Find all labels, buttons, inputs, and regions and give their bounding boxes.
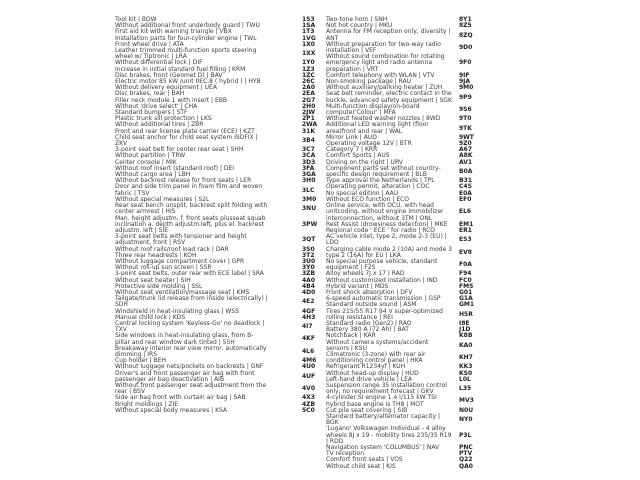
option-description: Rear seat bench unsplit, backrest split folding with center armrest | HIS bbox=[115, 202, 268, 216]
option-description: Mirror Link | AUD bbox=[326, 133, 377, 141]
option-description: Standard radio (Gen2) | RAO bbox=[326, 319, 412, 327]
option-entry bbox=[326, 234, 476, 246]
option-entry bbox=[326, 464, 476, 470]
option-description: Regional code ' ECE ' for radio | RCO bbox=[326, 226, 436, 234]
option-description: Without luggage compartment cover | GPR bbox=[115, 257, 245, 265]
option-code: GM1 bbox=[459, 301, 475, 309]
option-code: 1Y0 bbox=[302, 59, 315, 67]
option-entry bbox=[115, 296, 321, 308]
option-code: 26C bbox=[302, 78, 315, 86]
option-code: 3S0 bbox=[302, 245, 315, 253]
option-description: Type approval the Netherlands | TPL bbox=[326, 177, 435, 185]
option-code: F94 bbox=[459, 270, 472, 278]
option-description: Multi-function display/on-board computer'Colour' | MFA bbox=[326, 102, 420, 117]
option-code: FC0 bbox=[459, 276, 472, 284]
option-code: EM1 bbox=[459, 220, 474, 228]
option-description: Windshield in heat-insulating glass | WSS bbox=[115, 307, 239, 315]
option-code: 3NU bbox=[302, 205, 317, 213]
option-description: Disc brakes, rear | BAH bbox=[115, 90, 185, 98]
option-code: QA0 bbox=[459, 462, 473, 470]
option-description: 6-speed automatic transmission | GSP bbox=[326, 295, 441, 303]
option-code: P3L bbox=[459, 431, 472, 439]
option-code: 9TK bbox=[459, 124, 472, 132]
option-code: KK3 bbox=[459, 363, 473, 371]
option-description: 4-cylinder SI engine 1.4 l/115 kW TSI hybrid base engine is TH8 | MOT bbox=[326, 394, 437, 408]
option-code: EL6 bbox=[459, 208, 472, 216]
option-description: Without roof rails/roof load rack | DAR bbox=[115, 245, 229, 253]
option-description: Bright moldings | ZIE bbox=[115, 400, 179, 408]
option-description: Protective side molding | SSL bbox=[115, 282, 203, 290]
option-description: Non-smoking package | RAU bbox=[326, 78, 412, 86]
option-description: Suspension range 35 installation control only, no requirement forecast | GKV bbox=[326, 381, 447, 396]
option-code: 9T0 bbox=[459, 115, 472, 123]
option-description: Without camera systems/accident sensors | KSU bbox=[326, 338, 429, 352]
option-description: First aid kit with warning triangle | VBX bbox=[115, 28, 232, 36]
option-description: Electric motor 85 kW /unit 0EC.8 ( hybrid ) | HYB bbox=[115, 78, 261, 86]
option-description: Charging cable mode 2 (10A) and mode 3 type 2 (16A) for EU | LKA bbox=[326, 245, 452, 259]
option-code: E0A bbox=[459, 189, 472, 197]
option-description: Without seat ventilation/massage seat | KMS bbox=[115, 288, 250, 296]
option-code: 9F0 bbox=[459, 59, 472, 67]
option-description: Without special measures | S2L bbox=[115, 195, 210, 203]
option-description: Without delivery equipment | UEA bbox=[115, 84, 217, 92]
option-code: ER1 bbox=[459, 226, 472, 234]
option-description: Installation parts for four-cylinder engine | TWL bbox=[115, 34, 257, 42]
option-description: Center console | MIK bbox=[115, 158, 177, 166]
option-description: AC vehicle inlet, type 2, mode 2-3 (EU) | LDO bbox=[326, 233, 447, 247]
option-description: Antenna for FM reception only, diversity | ANT bbox=[326, 28, 451, 42]
option-code: NY0 bbox=[459, 416, 473, 424]
option-code: 1XX bbox=[302, 50, 316, 58]
option-code: K8B bbox=[459, 332, 473, 340]
option-code: 3D3 bbox=[302, 158, 316, 166]
option-code: L35 bbox=[459, 385, 472, 393]
option-code: 2G7 bbox=[302, 96, 316, 104]
option-code: 3PW bbox=[302, 220, 318, 228]
option-entry bbox=[115, 408, 321, 414]
option-description: Without special body measures | KSA bbox=[115, 406, 228, 414]
option-description: 3-point seat belt for center rear seat | SHH bbox=[115, 146, 244, 154]
options-column-left bbox=[115, 17, 321, 414]
option-code: L0L bbox=[459, 375, 471, 383]
option-code: KA0 bbox=[459, 341, 473, 349]
option-description: Driving on the right | URV bbox=[326, 158, 403, 166]
option-description: Standard battery/alternator capacity | BGK bbox=[326, 413, 441, 427]
option-entry bbox=[326, 203, 476, 222]
option-description: Additional LED warning light (floor area)front and rear | WAL bbox=[326, 121, 429, 135]
option-code: 9Z0 bbox=[459, 140, 472, 148]
option-code: 4U0 bbox=[302, 363, 316, 371]
option-code: 2EA bbox=[302, 90, 315, 98]
option-description: Notchback | KAR bbox=[326, 332, 376, 340]
option-description: Front and rear license plate carrier (ECE) | KZT bbox=[115, 127, 255, 135]
option-description: Tool kit | BOW bbox=[115, 16, 157, 23]
option-code: 4D0 bbox=[302, 288, 316, 296]
option-description: Operating voltage 12V | BTR bbox=[326, 140, 412, 148]
option-description: Without child seat | KIS bbox=[326, 462, 396, 470]
option-code: F0A bbox=[459, 261, 472, 269]
option-description: Front wheel drive | ATA bbox=[115, 40, 184, 48]
option-code: 3FA bbox=[302, 164, 315, 172]
option-code: N0U bbox=[459, 406, 474, 414]
option-code: 3Y0 bbox=[302, 264, 315, 272]
options-column-right bbox=[326, 17, 476, 470]
option-description: Rest Assist (drowsiness detection) | MKE bbox=[326, 220, 448, 228]
option-description: Without head-up display | HUD bbox=[326, 369, 419, 377]
option-code: 1Z3 bbox=[302, 65, 315, 73]
option-description: Front shock absorption | DFV bbox=[326, 288, 413, 296]
option-code: A8K bbox=[459, 152, 473, 160]
option-code: 4KF bbox=[302, 335, 315, 343]
option-code: 9IF bbox=[459, 71, 470, 79]
option-description: Man. height adjustm. f. front seats plusseat squab inclination a. depth adjustm.left, plus el. backrest adjustm. left | SIE bbox=[115, 214, 266, 234]
option-description: Left-hand drive vehicle | LEA bbox=[326, 375, 412, 383]
option-code: PTV bbox=[459, 450, 473, 458]
option-code: J1D bbox=[459, 326, 471, 334]
option-description: No special purpose vehicle, standard equipment | F2S bbox=[326, 257, 437, 272]
option-description: Cut pile seat covering | SIB bbox=[326, 406, 408, 414]
option-entry bbox=[326, 426, 476, 445]
option-code: FM5 bbox=[459, 282, 474, 290]
option-code: KS0 bbox=[459, 369, 473, 377]
option-code: 8Z5 bbox=[459, 22, 472, 30]
option-description: Without sound combination for rotating emergency light and radio antenna preparation | VRT bbox=[326, 53, 445, 73]
option-description: Hybrid variant | MDS bbox=[326, 282, 389, 290]
option-code: B0A bbox=[459, 167, 473, 175]
option-description: Category 7 | KRR bbox=[326, 146, 378, 154]
option-description: Comfort Sports | AUS bbox=[326, 152, 390, 160]
option-description: Online service, with OCU, with head unitcoding, without engine immobilizer interconnection, without 3TM | ONL bbox=[326, 202, 444, 222]
option-description: Without additional front underbody guard | TWU bbox=[115, 22, 260, 30]
option-code: B31 bbox=[459, 177, 472, 185]
option-description: Comfort telephony with WLAN | VTV bbox=[326, 71, 435, 79]
option-code: 4B4 bbox=[302, 282, 315, 290]
option-description: Not hot country | MKU bbox=[326, 22, 393, 30]
option-description: 3-point seat belts, outer rear with ECE label | SRA bbox=[115, 270, 264, 278]
option-code: 8ZQ bbox=[459, 31, 473, 39]
option-entry bbox=[326, 29, 476, 41]
option-entry bbox=[115, 234, 321, 246]
option-code: 9JA bbox=[459, 78, 471, 86]
option-description: Without luggage nets/pockets on backrests | GNF bbox=[115, 363, 264, 371]
option-entry bbox=[115, 203, 321, 215]
option-code: 9P9 bbox=[459, 93, 472, 101]
option-description: Driver's and front passenger air bag with front passenger air bag deactivation | AIB bbox=[115, 369, 255, 383]
option-code: 8Y1 bbox=[459, 16, 472, 23]
option-code: 3C7 bbox=[302, 146, 315, 154]
option-description: Without preparation for two-way radio installation | VEF bbox=[326, 40, 441, 55]
option-description: Without cargo area | LBH bbox=[115, 171, 191, 179]
option-description: Standard bumpers | STF bbox=[115, 109, 188, 117]
option-description: Two-tone horn | SNH bbox=[326, 16, 388, 23]
option-code: 3QT bbox=[302, 236, 316, 244]
option-code: 4M6 bbox=[302, 357, 317, 365]
option-code: 2WA bbox=[302, 121, 318, 129]
option-code: 9D0 bbox=[459, 43, 473, 51]
option-description: Navigation system 'COLUMBUS' | NAV bbox=[326, 444, 440, 452]
option-code: 3ZB bbox=[302, 270, 316, 278]
option-description: Climatronic (3-zone) with rear air conditioning control panel | HKA bbox=[326, 350, 426, 365]
option-description: Without roll-up sun screen | SSR bbox=[115, 264, 212, 272]
option-description: Plastic trunk sill protection | LKS bbox=[115, 115, 212, 123]
option-description: Alloy wheels 7J x 17 | RAD bbox=[326, 270, 405, 278]
option-code: AV1 bbox=[459, 158, 473, 166]
option-description: Cup holder | BEH bbox=[115, 357, 167, 365]
option-description: Without 'drive select' | CHA bbox=[115, 102, 198, 110]
option-code: 3H0 bbox=[302, 177, 316, 185]
option-code: 4X3 bbox=[302, 394, 315, 402]
option-description: Without differential lock | DIF bbox=[115, 59, 203, 67]
option-entry bbox=[326, 122, 476, 134]
option-code: 3CA bbox=[302, 152, 316, 160]
option-description: 'Lugano' Volkswagen Individual - 4 alloy wheels 8J x 19 - mobility tires 235/35 R19 | RDD bbox=[326, 425, 452, 445]
option-description: Disc brakes, front (Geomet D) | BAV bbox=[115, 71, 223, 79]
option-code: KH7 bbox=[459, 354, 473, 362]
option-description: Without customized installation | IND bbox=[326, 276, 438, 284]
option-code: 4L6 bbox=[302, 347, 315, 355]
option-description: Comfort front seats | VOS bbox=[326, 456, 403, 464]
option-description: Battery 380 A (72 Ah) | BAT bbox=[326, 326, 409, 334]
option-description: Three rear headrests | KOH bbox=[115, 251, 197, 259]
option-description: Without heated washer nozzles | 8WD bbox=[326, 115, 441, 123]
option-code: EV8 bbox=[459, 248, 472, 256]
option-description: Without backrest release for front seats | LER bbox=[115, 177, 252, 185]
option-code: 2JW bbox=[302, 109, 316, 117]
option-code: 1ZC bbox=[302, 71, 315, 79]
option-code: 4H3 bbox=[302, 313, 316, 321]
option-description: Child seat anchor for child seat system ISOFIX | ZKV bbox=[115, 133, 258, 148]
option-description: Side air bag front with curtain air bag | SAB bbox=[115, 394, 246, 402]
option-description: Without seat heater | SIH bbox=[115, 276, 191, 284]
option-description: No special edition | AAU bbox=[326, 189, 399, 197]
option-code: 5C0 bbox=[302, 406, 315, 414]
option-code: 3U0 bbox=[302, 257, 316, 265]
option-code: EF0 bbox=[459, 195, 472, 203]
option-description: Operating permit, alteration | COC bbox=[326, 183, 430, 191]
option-code: 3GA bbox=[302, 171, 316, 179]
option-description: Increase in initial standard fuel filling | KRM bbox=[115, 65, 246, 73]
option-code: G01 bbox=[459, 288, 473, 296]
option-code: ES3 bbox=[459, 236, 472, 244]
option-description: Central locking system 'Keyless-Go' no deadlock | TXV bbox=[115, 319, 265, 334]
option-code: 9S6 bbox=[459, 105, 472, 113]
option-entry bbox=[115, 333, 321, 345]
option-code: H5R bbox=[459, 310, 473, 318]
option-description: Without roof insert (standard roof) | DEI bbox=[115, 164, 235, 172]
option-description: Breakaway interior rear view mirror, automatically dimming | IRS bbox=[115, 344, 267, 358]
option-code: 4V0 bbox=[302, 385, 315, 393]
option-code: 2A0 bbox=[302, 84, 315, 92]
option-code: 1VG bbox=[302, 34, 316, 42]
option-code: MV3 bbox=[459, 397, 474, 405]
option-code: 31K bbox=[302, 127, 315, 135]
option-description: Without partition | TRW bbox=[115, 152, 186, 160]
option-code: A67 bbox=[459, 146, 472, 154]
option-code: 4UF bbox=[302, 372, 316, 380]
option-description: Without additional tires | ZBR bbox=[115, 121, 204, 129]
option-code: G1A bbox=[459, 295, 473, 303]
option-description: Door and side trim panel in foam film and woven fabric | TSV bbox=[115, 183, 263, 197]
option-description: Without ECO function | ECO bbox=[326, 195, 410, 203]
option-code: 4GF bbox=[302, 307, 316, 315]
option-description: Seat belt reminder, electric contact in the buckle, advanced safety equipment | SGK bbox=[326, 90, 452, 104]
option-description: Side windows in heat-insulating glass, from B-pillar and rear window dark tinted | 55H bbox=[115, 332, 254, 346]
option-code: 9M0 bbox=[459, 84, 474, 92]
option-code: 1T3 bbox=[302, 28, 315, 36]
option-code: I8E bbox=[459, 319, 470, 327]
option-code: 4ZB bbox=[302, 400, 316, 408]
option-description: Component parts set without country-specific design requirement | BLB bbox=[326, 164, 441, 179]
option-code: 9WT bbox=[459, 133, 474, 141]
option-description: Filler neck module 1 with insert | EBB bbox=[115, 96, 227, 104]
option-description: Tailgate/trunk lid release from inside (electrically) | SDH bbox=[115, 295, 268, 309]
option-description: 3-point seat belts with tensioner and height adjustment, front | RSV bbox=[115, 233, 247, 247]
option-code: 3M0 bbox=[302, 195, 317, 203]
option-description: Tires 215/55 R17 94 V super-optimized rolling resistance | REI bbox=[326, 307, 443, 321]
option-description: Without front passenger seat adjustment from the rear | BSV bbox=[115, 381, 267, 396]
option-entry bbox=[326, 91, 476, 103]
option-code: 3T2 bbox=[302, 251, 315, 259]
option-description: Standard outside sound | ASM bbox=[326, 301, 417, 309]
option-entry bbox=[326, 395, 476, 407]
option-entry bbox=[326, 54, 476, 73]
option-description: Without auxiliary/parking heater | ZUH bbox=[326, 84, 443, 92]
option-code: Q22 bbox=[459, 456, 473, 464]
option-code: 1X0 bbox=[302, 40, 315, 48]
option-code: 1S3 bbox=[302, 16, 315, 23]
option-code: 4E2 bbox=[302, 298, 315, 306]
option-code: 3B4 bbox=[302, 136, 315, 144]
option-description: Manual child lock | KDS bbox=[115, 313, 186, 321]
option-description: Leather trimmed multi-function sports steering wheel w/ Tiptronic | LRA bbox=[115, 47, 257, 61]
option-entry bbox=[115, 216, 321, 235]
option-code: 3LC bbox=[302, 186, 315, 194]
option-code: 2P1 bbox=[302, 115, 315, 123]
option-description: TV reception bbox=[326, 450, 364, 458]
option-description: Refrigerant R1234yf | KUH bbox=[326, 363, 406, 371]
option-code: 1SA bbox=[302, 22, 316, 30]
option-code: C4S bbox=[459, 183, 472, 191]
option-code: 2H0 bbox=[302, 102, 316, 110]
option-code: 4A0 bbox=[302, 276, 315, 284]
option-code: PNC bbox=[459, 444, 473, 452]
option-code: 4I7 bbox=[302, 323, 313, 331]
